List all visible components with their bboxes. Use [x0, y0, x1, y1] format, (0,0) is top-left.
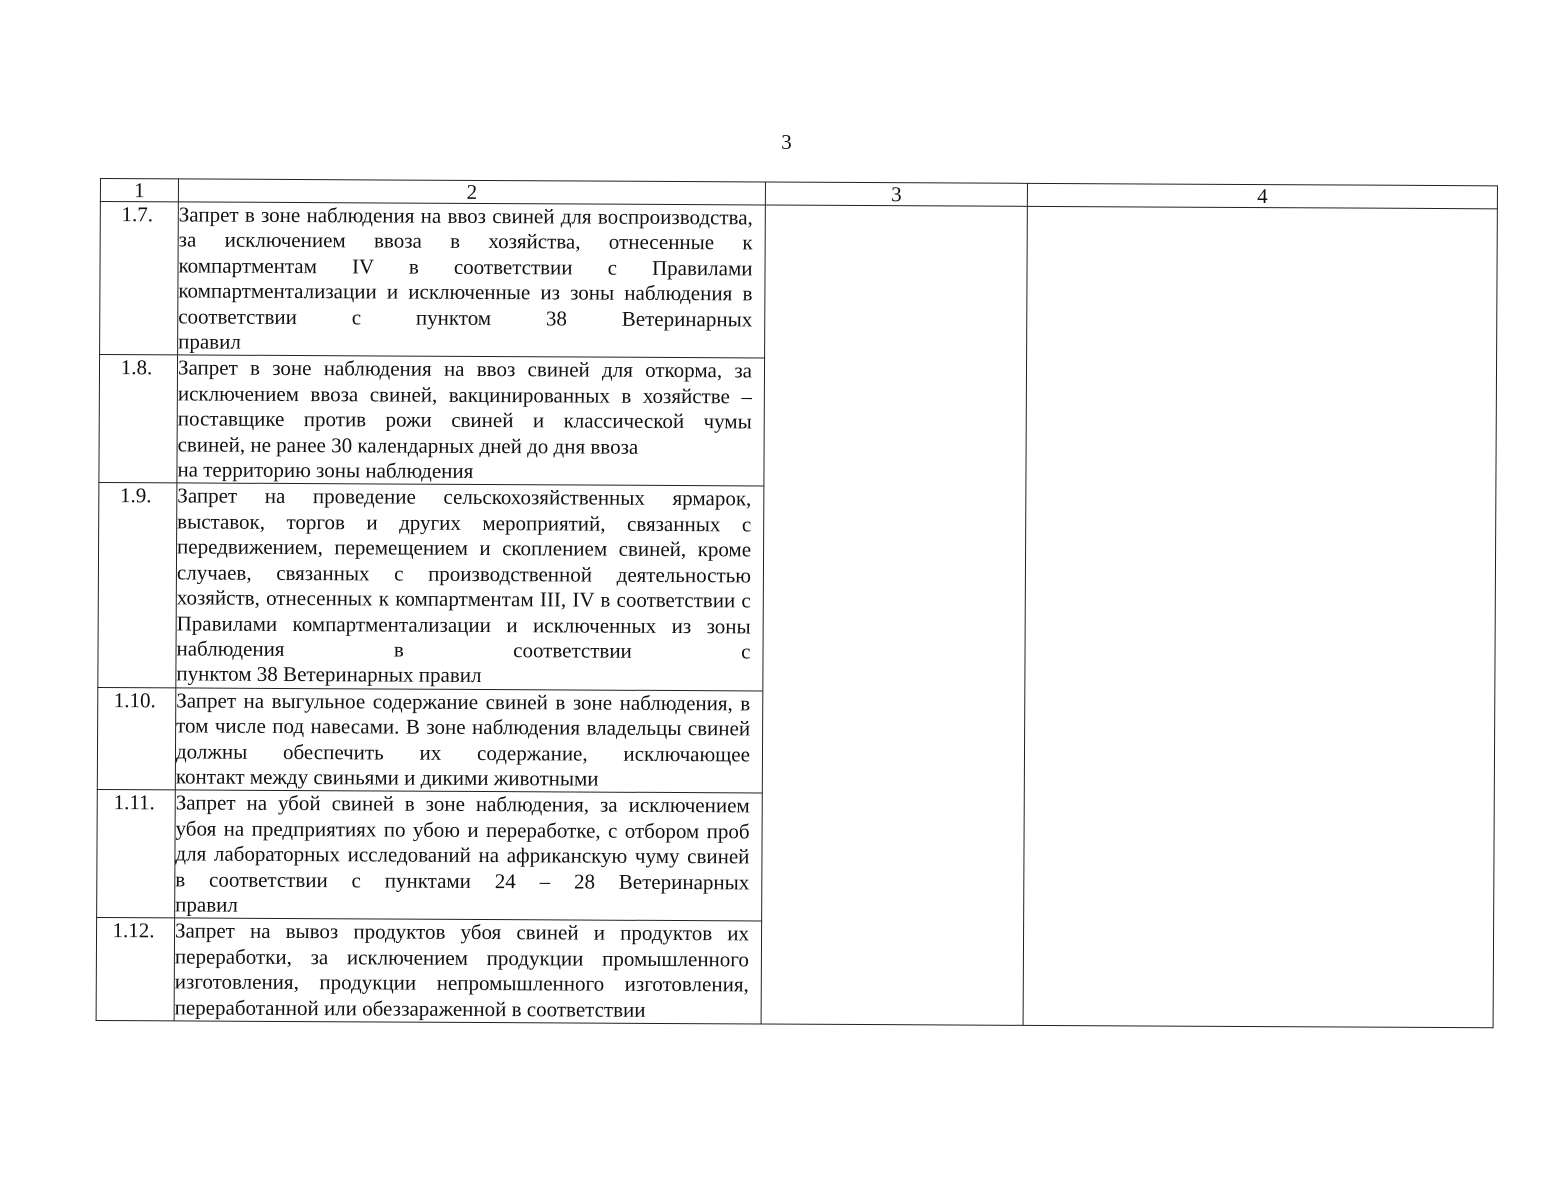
column-3-cell: [761, 205, 1027, 1025]
measures-table: [96, 178, 1498, 1028]
page-number: 3: [781, 130, 792, 154]
row-text-end: пунктом 38 Ветеринарных правил: [176, 661, 482, 688]
row-text: [178, 202, 766, 359]
table-row: [100, 202, 1498, 363]
row-number: 1.10.: [97, 687, 176, 790]
row-text: [175, 790, 763, 921]
row-number: 1.7.: [100, 202, 179, 356]
row-text: [177, 355, 765, 486]
row-text-end-2: на территорию зоны наблюдения: [177, 457, 474, 484]
row-text: [175, 688, 763, 794]
row-text-end: свиней, не ранее 30 календарных дней до дня ввоза: [177, 432, 639, 459]
row-number: 1.8.: [99, 355, 178, 483]
row-number: 1.12.: [96, 918, 175, 1021]
row-text: [174, 918, 762, 1024]
column-4-cell: [1023, 206, 1497, 1027]
row-number: 1.11.: [97, 790, 176, 918]
row-text-end: правил: [175, 892, 238, 917]
row-text-end: правил: [178, 329, 241, 354]
row-number: 1.9.: [98, 483, 177, 688]
header-col-1: 1: [100, 179, 178, 202]
row-text-end: контакт между свиньями и дикими животными: [175, 764, 599, 791]
row-text-body: Запрет на убой свиней в зоне наблюдения, за исключением убоя на предприятиях по убою и переработке, с отбором проб для лабораторных исследований на африканскую чуму свиней в соответствии с пунктами 24 – 28 Ветеринарных: [175, 790, 750, 894]
row-text-body: Запрет на выгульное содержание свиней в зоне наблюдения, в том числе под навесами. В зоне наблюдения владельцы свиней должны обеспечить их содержание, исключающее: [175, 688, 751, 766]
row-text-body: Запрет на проведение сельскохозяйственных ярмарок, выставок, торгов и других мероприятий, связанных с передвижением, перемещением и скоплением свиней, кроме случаев, связанных с производственной деятельностью хозяйств, отнесенных к компартментам III, IV в соответствии с Правилами компартментализации и исключенных из зоны наблюдения в соответствии с: [176, 483, 752, 664]
row-text-body: Запрет на вывоз продуктов убоя свиней и продуктов их переработки, за исключением продукции промышленного изготовления, продукции непромышленного изготовления,: [174, 918, 750, 997]
row-text: [176, 483, 764, 690]
header-col-3: 3: [765, 182, 1027, 206]
row-text-body: Запрет в зоне наблюдения на ввоз свиней для воспроизводства, за исключением ввоза в хозяйства, отнесенные к компартментам IV в соответствии с Правилами компартментализации и исключенные из зоны наблюдения в соответствии с пунктом 38 Ветеринарных: [178, 202, 753, 332]
header-col-2: 2: [178, 179, 765, 205]
row-text-end: переработанной или обеззараженной в соответствии: [174, 994, 646, 1022]
header-col-4: 4: [1027, 183, 1497, 208]
row-text-body: Запрет в зоне наблюдения на ввоз свиней для откорма, за исключением ввоза свиней, вакцинированных в хозяйстве – поставщике против рожи свиней и классической чумы: [177, 355, 753, 434]
